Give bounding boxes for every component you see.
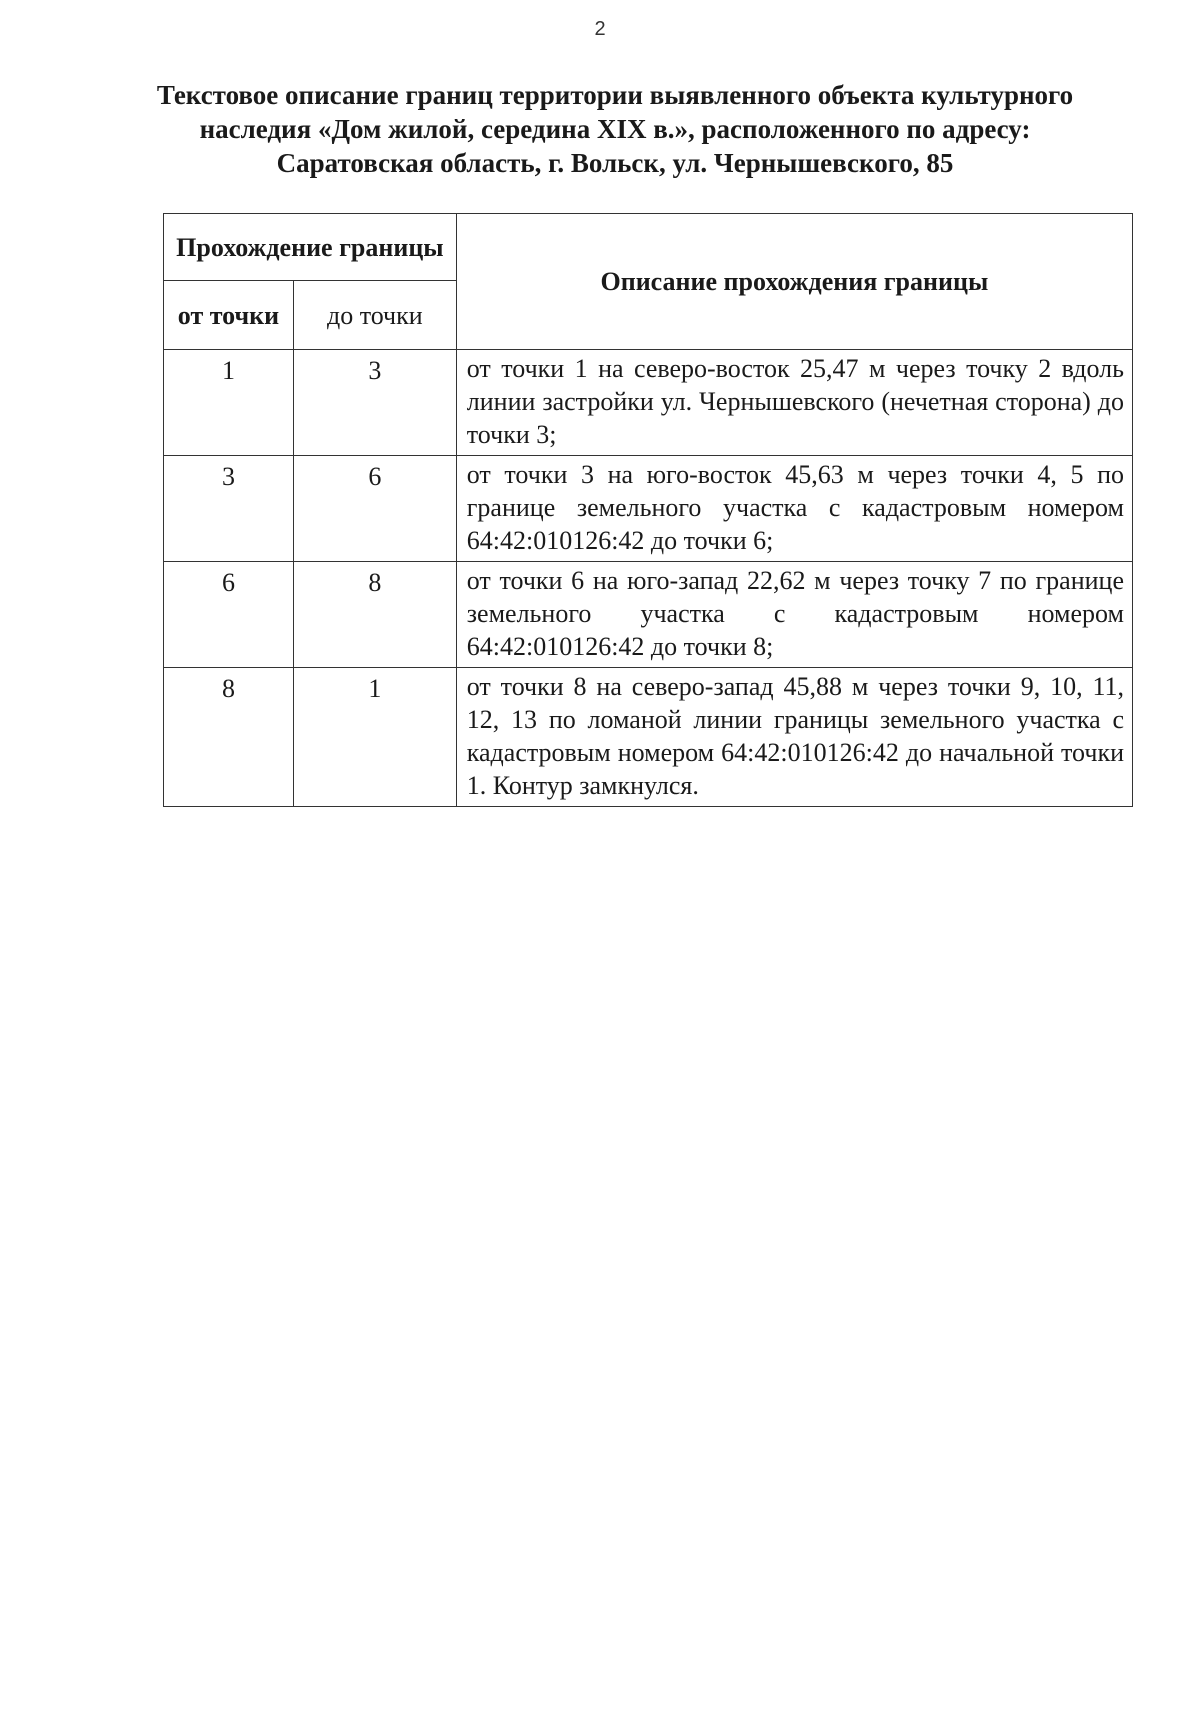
table-row (164, 668, 1133, 807)
header-boundary-passage: Прохождение границы (164, 214, 457, 281)
description-cell: от точки 6 на юго-запад 22,62 м через точку 7 по границе земельного участка с кадастровым номером 64:42:010126:42 до точки 8; (456, 562, 1132, 668)
from-point-cell: 1 (164, 350, 294, 456)
page-number: 2 (594, 18, 606, 40)
table-row (164, 456, 1133, 562)
to-point-cell: 3 (293, 350, 456, 456)
header-to-point: до точки (293, 281, 456, 350)
header-from-point: от точки (164, 281, 294, 350)
from-point-cell: 8 (164, 668, 294, 807)
description-cell: от точки 8 на северо-запад 45,88 м через точки 9, 10, 11, 12, 13 по ломаной линии границы земельного участка с кадастровым номером 64:42:010126:42 до начальной точки 1. Контур замкнулся. (456, 668, 1132, 807)
table-row (164, 562, 1133, 668)
table-header (164, 214, 1133, 350)
to-point-cell: 1 (293, 668, 456, 807)
boundary-table (163, 213, 1133, 807)
document-title: Текстовое описание границ территории выявленного объекта культурного наследия «Дом жилой, середина XIX в.», расположенного по адресу: Саратовская область, г. Вольск, ул. Чернышевского, 85 (156, 80, 1074, 178)
from-point-cell: 3 (164, 456, 294, 562)
description-cell: от точки 3 на юго-восток 45,63 м через точки 4, 5 по границе земельного участка с кадастровым номером 64:42:010126:42 до точки 6; (456, 456, 1132, 562)
to-point-cell: 8 (293, 562, 456, 668)
table-row (164, 350, 1133, 456)
header-description: Описание прохождения границы (456, 214, 1132, 350)
to-point-cell: 6 (293, 456, 456, 562)
description-cell: от точки 1 на северо-восток 25,47 м через точку 2 вдоль линии застройки ул. Чернышевского (нечетная сторона) до точки 3; (456, 350, 1132, 456)
from-point-cell: 6 (164, 562, 294, 668)
